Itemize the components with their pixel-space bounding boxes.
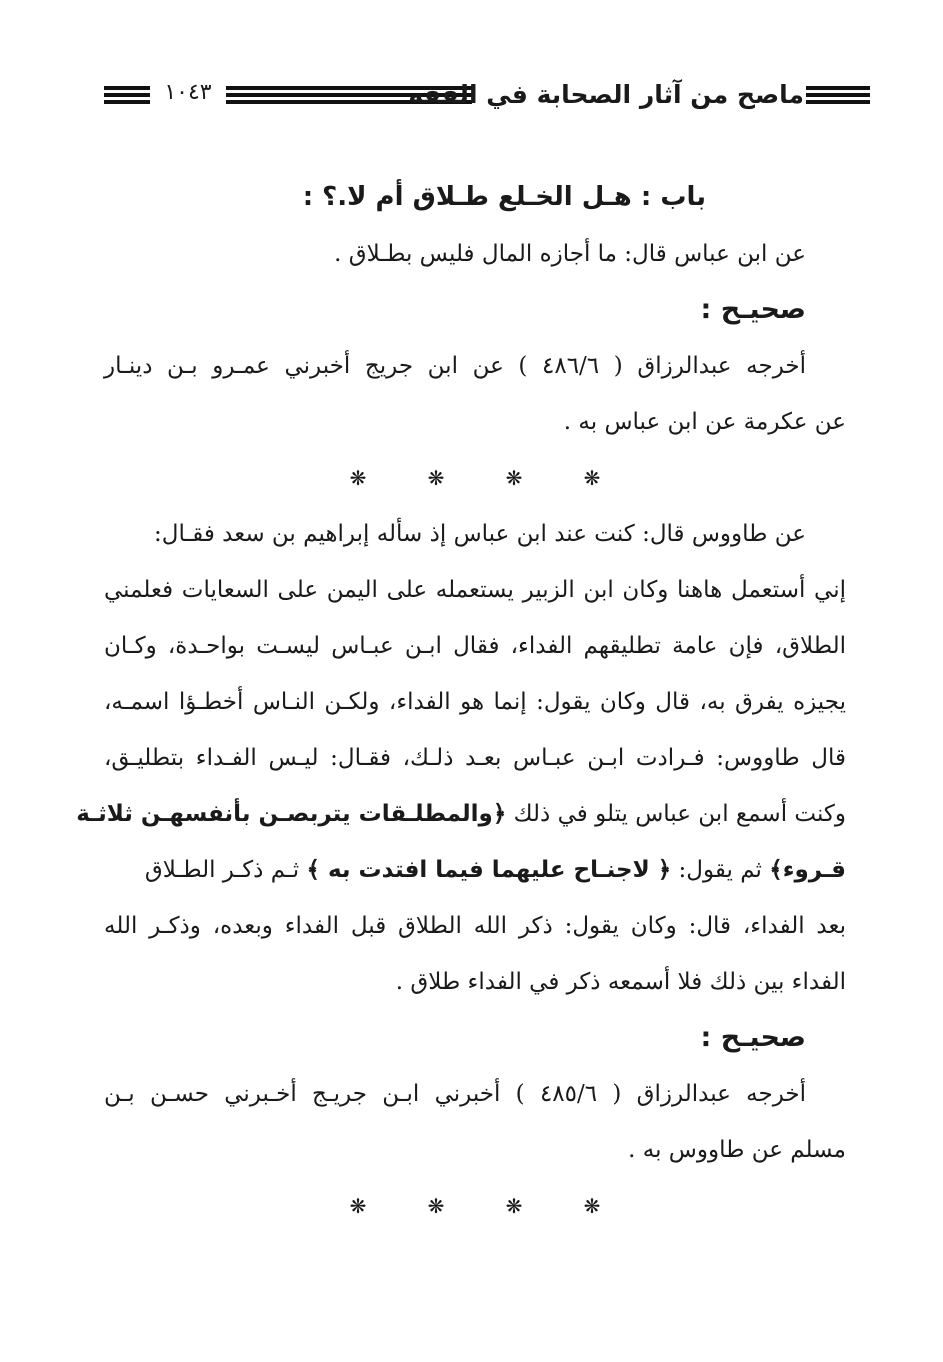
page-number: ١٠٤٣ (164, 80, 212, 105)
separator-stars-1 (104, 450, 846, 506)
narration-2-line-6 (76, 786, 846, 842)
header-rule-right (806, 86, 870, 104)
takhrij-2-line-2: مسلم عن طاووس به . (628, 1137, 846, 1163)
star-ornament-icon: ❋ (505, 1194, 523, 1218)
quran-verse: ﴿ لاجنـاح عليهما فيما افتدت به ﴾ (306, 857, 672, 883)
separator-stars-2 (104, 1178, 846, 1234)
narration-1: عن ابن عباس قال: ما أجازه المال فليس بطـلاق . (334, 241, 806, 267)
star-ornament-icon: ❋ (427, 1194, 445, 1218)
star-ornament-icon: ❋ (349, 1194, 367, 1218)
quran-verse: ﴿والمطلـقات يتربصـن بأنفسهـن ثلاثـة (76, 801, 507, 827)
takhrij-1-line-1: أخرجه عبدالرزاق ( ٤٨٦/٦ ) عن ابن جريج أخبرني عمـرو بـن دينـار (104, 353, 806, 379)
running-title: ماصح من آثار الصحابة في الفقه (408, 80, 804, 109)
star-ornament-icon: ❋ (349, 466, 367, 490)
narration-2-line-3: الطلاق، فإن عامة تطليقهم الفداء، فقال ابـن عبـاس ليسـت بواحـدة، وكـان (104, 633, 846, 659)
star-ornament-icon: ❋ (505, 466, 523, 490)
narration-2-line-1: عن طاووس قال: كنت عند ابن عباس إذ سأله إبراهيم بن سعد فقـال: (154, 521, 806, 547)
narration-text: ثـم ذكـر الطـلاق (144, 857, 307, 883)
takhrij-2-line-1: أخرجه عبدالرزاق ( ٤٨٥/٦ ) أخبرني ابـن جريـج أخـبرني حسـن بـن (104, 1081, 806, 1107)
narration-2-line-5: قال طاووس: فـرادت ابـن عبـاس بعـد ذلـك، فقـال: ليـس الفـداء بتطليـق، (104, 745, 846, 771)
chapter-title: باب : هـل الخـلع طـلاق أم لا.؟ : (302, 182, 706, 212)
narration-text: ثم يقول: (671, 857, 770, 883)
narration-2-line-8: بعد الفداء، قال: وكان يقول: ذكر الله الطلاق قبل الفداء وبعده، وذكـر الله (104, 913, 846, 939)
narration-2-line-4: يجيزه يفرق به، قال وكان يقول: إنما هو الفداء، ولكـن النـاس أخطـؤا اسمـه، (104, 689, 846, 715)
grade-label-1: صحيـح : (700, 294, 806, 325)
grade-label-2: صحيـح : (700, 1022, 806, 1053)
narration-2-line-2: إني أستعمل هاهنا وكان ابن الزبير يستعمله على اليمن على السعايات فعلمني (104, 577, 846, 603)
star-ornament-icon: ❋ (583, 1194, 601, 1218)
takhrij-1-line-2: عن عكرمة عن ابن عباس به . (563, 409, 846, 435)
page-body (76, 168, 846, 1234)
narration-2-line-7 (104, 842, 846, 898)
star-ornament-icon: ❋ (583, 466, 601, 490)
star-ornament-icon: ❋ (427, 466, 445, 490)
narration-2-line-9: الفداء بين ذلك فلا أسمعه ذكر في الفداء طلاق . (395, 969, 846, 995)
header-rule-left (104, 86, 150, 104)
quran-verse: قـروء﴾ (769, 857, 846, 883)
narration-text: وكنت أسمع ابن عباس يتلو في ذلك (506, 801, 846, 827)
